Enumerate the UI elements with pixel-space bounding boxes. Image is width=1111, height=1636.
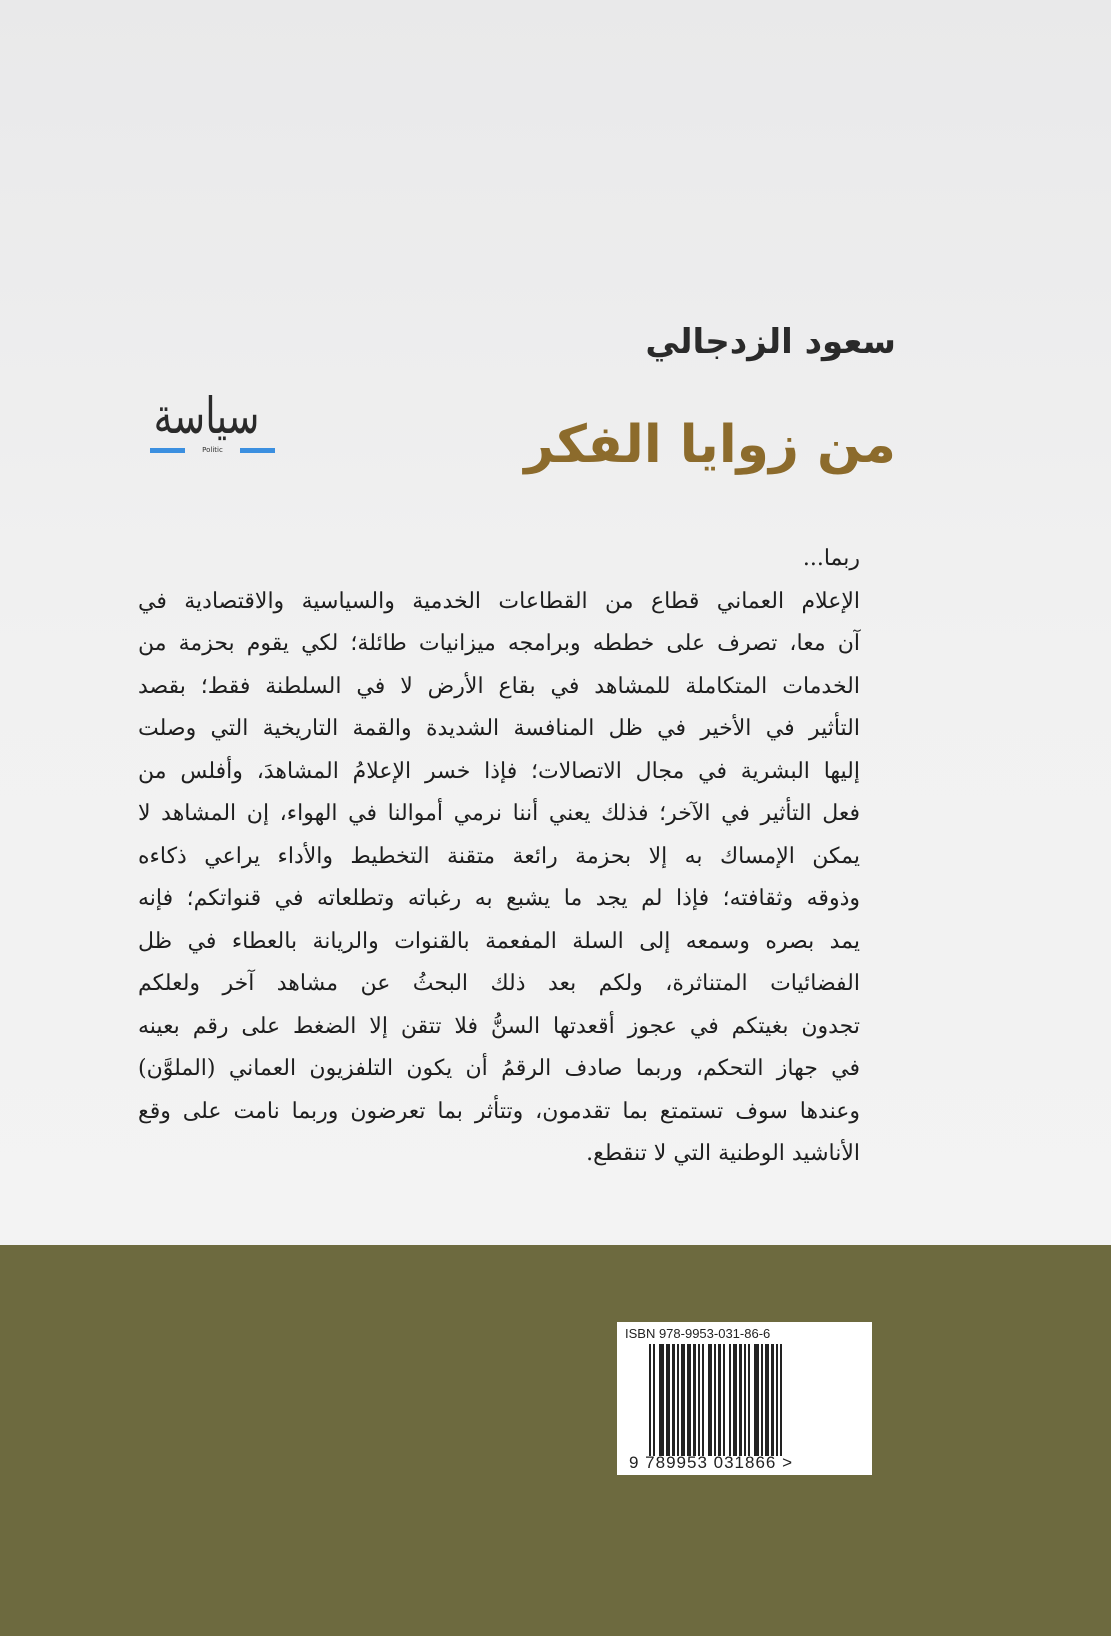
blurb-line: يمد بصره وسمعه إلى السلة المفعمة بالقنوات والريانة بالعطاء في ظل (138, 928, 860, 954)
blurb-line: الإعلام العماني قطاع من القطاعات الخدمية والسياسية والاقتصادية في (138, 588, 860, 614)
blurb-line: آن معا، تصرف على خططه وبرامجه ميزانيات طائلة؛ لكي يقوم بحزمة من (138, 631, 860, 656)
blurb-line: الخدمات المتكاملة للمشاهد في بقاع الأرض لا في السلطنة فقط؛ بقصد (138, 673, 860, 699)
author-name: سعود الزدجالي (645, 322, 896, 362)
isbn-label: ISBN 978-9953-031-86-6 (625, 1326, 771, 1341)
blurb-line: الأناشيد الوطنية التي لا تنقطع. (586, 1141, 860, 1166)
logo-accent-left (150, 448, 185, 453)
bottom-band (0, 1245, 1111, 1636)
barcode-bar (780, 1344, 782, 1456)
logo-accent-right (240, 448, 275, 453)
publisher-logo (150, 388, 275, 454)
isbn-barcode (617, 1322, 872, 1475)
blurb-line: يمكن الإمساك به إلا بحزمة رائعة متقنة التخطيط والأداء يراعي ذكاءه (138, 843, 861, 869)
blurb-line: ربما... (802, 546, 860, 571)
barcode-digits: 9 789953 031866 > (629, 1453, 794, 1472)
blurb-line: تجدون بغيتكم في عجوز أقعدتها السنُّ فلا تتقن إلا الضغط على رقم بعينه (138, 1013, 860, 1039)
barcode-bars (649, 1344, 844, 1456)
blurb-line: إليها البشرية في مجال الاتصالات؛ فإذا خسر الإعلامُ المشاهدَ، وأفلس من (138, 758, 860, 784)
blurb-text (138, 538, 860, 1176)
blurb-line: وعندها سوف تستمتع بما تقدمون، وتتأثر بما تعرضون وربما نامت على وقع (138, 1098, 860, 1124)
blurb-line: وذوقه وثقافته؛ فإذا لم يجد ما يشبع به رغباته وتطلعاته في قنواتكم؛ فإنه (138, 886, 860, 911)
blurb-line: في جهاز التحكم، وربما صادف الرقمُ أن يكون التلفزيون العماني (الملوَّن) (138, 1056, 860, 1081)
blurb-line: التأثير في الأخير في ظل المنافسة الشديدة والقمة التاريخية التي وصلت (138, 716, 860, 741)
book-title: من زوايا الفكر (524, 415, 896, 475)
publisher-logo-bar (150, 446, 275, 454)
publisher-logo-word: سياسة (153, 387, 260, 445)
blurb-line: الفضائيات المتناثرة، ولكم بعد ذلك البحثُ عن مشاهد آخر ولعلكم (138, 971, 860, 996)
blurb-line: فعل التأثير في الآخر؛ فذلك يعني أننا نرمي أموالنا في الهواء، إن المشاهد لا (138, 801, 860, 826)
publisher-logo-subtitle: Politic (202, 446, 223, 454)
